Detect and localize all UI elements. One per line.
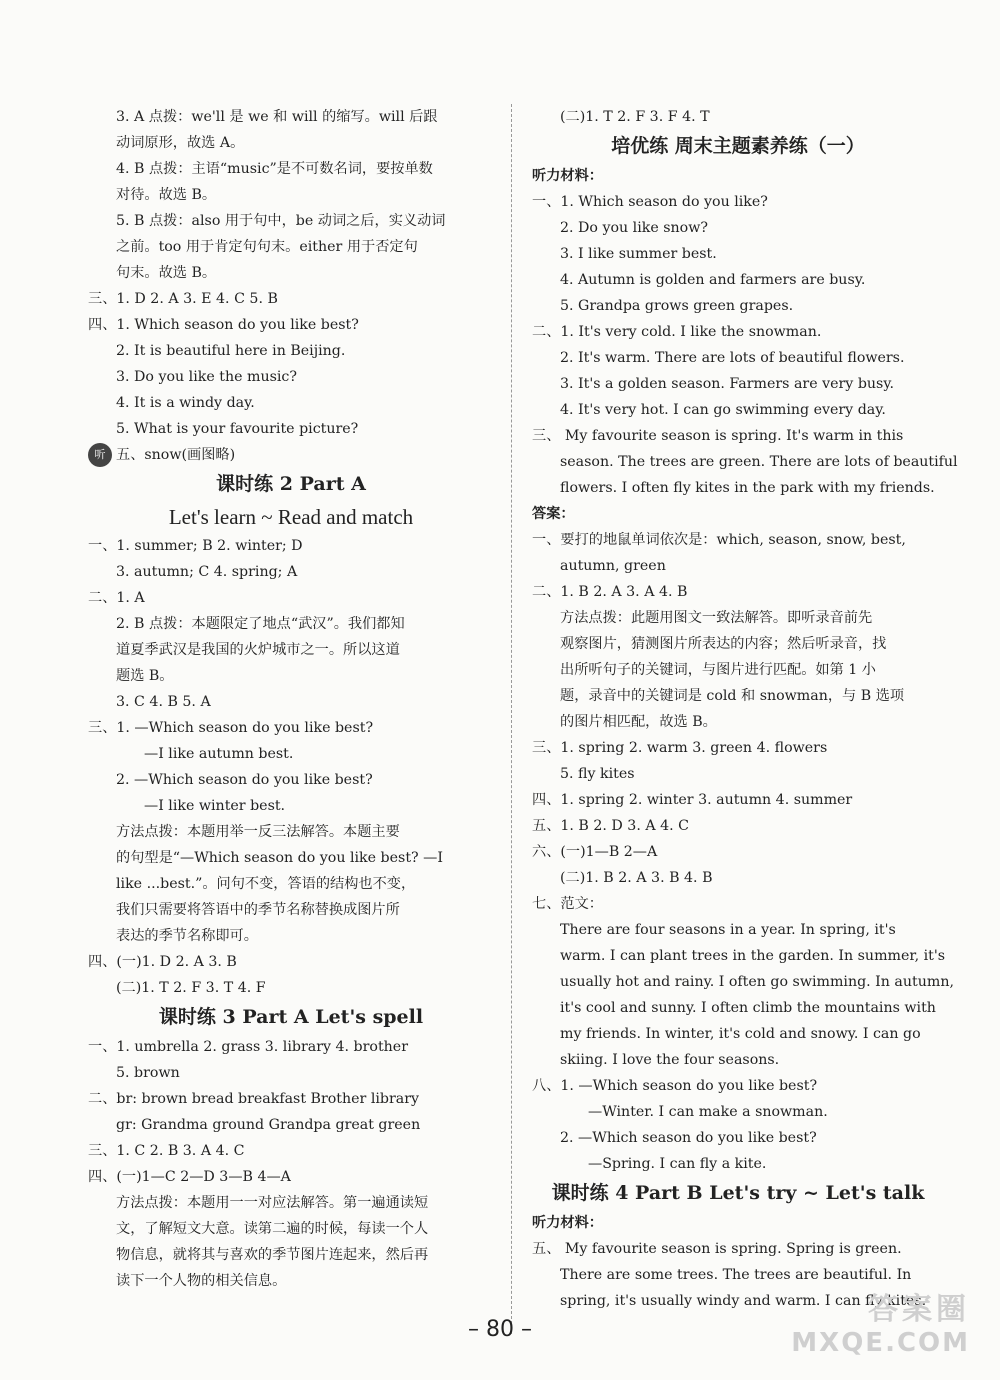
line-text: 三、 My favourite season is spring. It's warm in this: [532, 428, 904, 444]
line-text: 三、1. D 2. A 3. E 4. C 5. B: [88, 291, 278, 307]
watermark-line2: MXQE.COM: [791, 1328, 970, 1358]
text-line: [88, 1164, 494, 1190]
text-line: [532, 631, 944, 657]
line-text: There are four seasons in a year. In spring, it's: [560, 922, 896, 938]
text-line: [532, 1151, 944, 1177]
text-line: [88, 793, 494, 819]
line-text: 5. fly kites: [560, 766, 635, 782]
line-text: 表达的季节名称即可。: [116, 928, 258, 944]
left-column: [88, 104, 494, 1294]
line-text: 2. B 点拨：本题限定了地点“武汉”。我们都知: [116, 616, 405, 632]
line-text: 三、1. C 2. B 3. A 4. C: [88, 1143, 245, 1159]
line-text: 文，了解短文大意。读第二遍的时候，每读一个人: [116, 1221, 429, 1237]
line-text: 方法点拨：此题用图文一致法解答。即听录音前先: [560, 610, 873, 626]
line-text: 八、1. —Which season do you like best?: [532, 1078, 818, 1094]
text-line: [532, 917, 944, 943]
text-line: [532, 319, 944, 345]
line-text: warm. I can plant trees in the garden. In summer, it's: [560, 948, 946, 964]
line-text: 的句型是“—Which season do you like best? —I: [116, 850, 443, 866]
line-text: 5. B 点拨：also 用于句中，be 动词之后，实义动词: [116, 213, 446, 229]
line-text: 读下一个人物的相关信息。: [116, 1273, 287, 1289]
text-line: [532, 1125, 944, 1151]
line-text: 道夏季武汉是我国的火炉城市之一。所以这道: [116, 642, 400, 658]
line-text: 2. It's warm. There are lots of beautiful flowers.: [560, 350, 905, 366]
text-line: [532, 605, 944, 631]
line-text: 四、(一)1. D 2. A 3. B: [88, 954, 237, 970]
text-line: [88, 897, 494, 923]
line-text: 4. Autumn is golden and farmers are busy.: [560, 272, 866, 288]
text-line: [88, 819, 494, 845]
line-text: 三、1. spring 2. warm 3. green 4. flowers: [532, 740, 828, 756]
text-line: [532, 1073, 944, 1099]
text-line: [532, 553, 944, 579]
line-text: 2. —Which season do you like best?: [116, 772, 373, 788]
line-text: 七、范文：: [532, 896, 603, 912]
text-line: [88, 715, 494, 741]
text-line: [532, 501, 944, 527]
line-text: 出所听句子的关键词，与图片进行匹配。如第 1 小: [560, 662, 876, 678]
line-text: 二、br: brown bread breakfast Brother library: [88, 1091, 420, 1107]
line-text: 方法点拨：本题用举一反三法解答。本题主要: [116, 824, 400, 840]
text-line: [88, 637, 494, 663]
text-line: [88, 1242, 494, 1268]
listen-icon: 听: [88, 443, 112, 467]
line-text: —I like winter best.: [144, 798, 286, 814]
line-text: usually hot and rainy. I often go swimming. In autumn,: [560, 974, 954, 990]
text-line: [88, 611, 494, 637]
line-text: 四、(一)1—C 2—D 3—B 4—A: [88, 1169, 291, 1185]
text-line: [88, 533, 494, 559]
section-heading: [88, 1001, 494, 1034]
text-line: [88, 1034, 494, 1060]
line-text: (二)1. T 2. F 3. T 4. F: [116, 980, 266, 996]
text-line: [532, 293, 944, 319]
line-text: 4. It is a windy day.: [116, 395, 255, 411]
line-text: 五、1. B 2. D 3. A 4. C: [532, 818, 689, 834]
text-line: [532, 1047, 944, 1073]
line-text: gr: Grandma ground Grandpa great green: [116, 1117, 421, 1133]
line-text: (二)1. T 2. F 3. F 4. T: [560, 109, 710, 125]
text-line: [532, 345, 944, 371]
line-text: 物信息，就将其与喜欢的季节图片连起来，然后再: [116, 1247, 429, 1263]
text-line: [88, 767, 494, 793]
section-heading: [532, 1177, 944, 1210]
line-text: skiing. I love the four seasons.: [560, 1052, 780, 1068]
text-line: [532, 189, 944, 215]
line-text: 2. Do you like snow?: [560, 220, 708, 236]
line-text: 4. It's very hot. I can go swimming every day.: [560, 402, 886, 418]
line-text: 一、1. summer; B 2. winter; D: [88, 538, 303, 554]
text-line: [88, 923, 494, 949]
text-line: [88, 663, 494, 689]
line-text: season. The trees are green. There are lots of beautiful: [560, 454, 958, 470]
line-text: 一、1. umbrella 2. grass 3. library 4. brother: [88, 1039, 408, 1055]
text-line: [88, 312, 494, 338]
text-line: [532, 241, 944, 267]
text-line: [532, 1099, 944, 1125]
line-text: 四、1. Which season do you like best?: [88, 317, 359, 333]
line-text: 六、(一)1—B 2—A: [532, 844, 658, 860]
line-text: 一、要打的地鼠单词依次是：which, season, snow, best,: [532, 532, 906, 548]
text-line: [532, 267, 944, 293]
page-number: – 80 –: [468, 1317, 532, 1342]
line-text: spring, it's usually windy and warm. I can fly kites.: [560, 1293, 927, 1309]
line-text: 一、1. Which season do you like?: [532, 194, 768, 210]
text-line: [532, 163, 944, 189]
text-line: [532, 423, 944, 449]
text-line: [532, 735, 944, 761]
text-line: [88, 1060, 494, 1086]
text-line: [88, 585, 494, 611]
watermark: [791, 1284, 970, 1358]
line-text: 四、1. spring 2. winter 3. autumn 4. summer: [532, 792, 853, 808]
line-text: There are some trees. The trees are beautiful. In: [560, 1267, 912, 1283]
line-text: 五、 My favourite season is spring. Spring is green.: [532, 1241, 902, 1257]
line-text: (二)1. B 2. A 3. B 4. B: [560, 870, 713, 886]
text-line: [88, 442, 494, 468]
text-line: [532, 761, 944, 787]
line-text: 二、1. B 2. A 3. A 4. B: [532, 584, 688, 600]
line-text: 我们只需要将答语中的季节名称替换成图片所: [116, 902, 400, 918]
line-text: 3. A 点拨：we'll 是 we 和 will 的缩写。will 后跟: [116, 109, 438, 125]
text-line: [88, 1216, 494, 1242]
text-line: [532, 579, 944, 605]
text-line: [532, 969, 954, 995]
line-text: 听力材料：: [532, 168, 603, 184]
text-line: [88, 130, 494, 156]
text-line: [532, 839, 944, 865]
text-line: [88, 260, 494, 286]
line-text: 的图片相匹配，故选 B。: [560, 714, 717, 730]
text-line: [532, 709, 944, 735]
line-text: 三、1. —Which season do you like best?: [88, 720, 374, 736]
text-line: [88, 689, 494, 715]
text-line: [532, 813, 944, 839]
text-line: [88, 741, 494, 767]
line-text: 3. I like summer best.: [560, 246, 717, 262]
text-line: [88, 104, 494, 130]
line-text: —Winter. I can make a snowman.: [588, 1104, 828, 1120]
text-line: [88, 338, 494, 364]
text-line: [88, 390, 494, 416]
text-line: [532, 475, 944, 501]
line-text: 二、1. A: [88, 590, 145, 606]
text-line: [88, 1086, 494, 1112]
column-divider: [511, 104, 512, 1334]
line-text: 课时练 3 Part A Let's spell: [158, 1006, 424, 1028]
text-line: [88, 845, 494, 871]
line-text: 动词原形，故选 A。: [116, 135, 245, 151]
text-line: [532, 865, 944, 891]
line-text: 课时练 2 Part A: [216, 473, 366, 495]
text-line: [532, 527, 944, 553]
text-line: [88, 949, 494, 975]
line-text: —Spring. I can fly a kite.: [588, 1156, 767, 1172]
line-text: Let's learn ~ Read and match: [168, 505, 414, 529]
line-text: 5. What is your favourite picture?: [116, 421, 359, 437]
text-line: [88, 182, 494, 208]
text-line: [88, 156, 494, 182]
line-text: 4. B 点拨：主语“music”是不可数名词，要按单数: [116, 161, 433, 177]
text-line: [88, 871, 494, 897]
text-line: [88, 559, 494, 585]
line-text: 听力材料：: [532, 1215, 603, 1231]
text-line: [88, 364, 494, 390]
text-line: [532, 657, 944, 683]
line-text: 之前。too 用于肯定句句末。either 用于否定句: [116, 239, 418, 255]
line-text: 5. brown: [116, 1065, 180, 1081]
section-heading: [532, 130, 944, 163]
text-line: [532, 943, 944, 969]
text-line: [88, 975, 494, 1001]
text-line: [88, 1190, 494, 1216]
text-line: [88, 234, 494, 260]
section-heading: [88, 468, 494, 501]
text-line: [88, 416, 494, 442]
line-text: it's cool and sunny. I often climb the mountains with: [560, 1000, 936, 1016]
line-text: 观察图片，猜测图片所表达的内容；然后听录音，找: [560, 636, 887, 652]
line-text: —I like autumn best.: [144, 746, 294, 762]
line-text: 3. autumn; C 4. spring; A: [116, 564, 298, 580]
text-line: [532, 449, 958, 475]
line-text: 对待。故选 B。: [116, 187, 217, 203]
line-text: 题选 B。: [116, 668, 174, 684]
line-text: 2. It is beautiful here in Beijing.: [116, 343, 346, 359]
text-line: [532, 1210, 944, 1236]
text-line: [88, 286, 494, 312]
line-text: 2. —Which season do you like best?: [560, 1130, 817, 1146]
line-text: like ...best.”。问句不变，答语的结构也不变，: [116, 876, 416, 892]
line-text: flowers. I often fly kites in the park with my friends.: [560, 480, 935, 496]
line-text: 3. It's a golden season. Farmers are very busy.: [560, 376, 894, 392]
text-line: [532, 683, 944, 709]
line-text: 二、1. It's very cold. I like the snowman.: [532, 324, 822, 340]
text-line: [88, 1268, 494, 1294]
text-line: [88, 208, 494, 234]
line-text: 五、snow(画图略): [116, 447, 236, 463]
line-text: 答案：: [532, 506, 575, 522]
line-text: autumn, green: [560, 558, 666, 574]
line-text: 3. C 4. B 5. A: [116, 694, 211, 710]
text-line: [532, 1021, 944, 1047]
text-line: [532, 995, 944, 1021]
line-text: 培优练 周末主题素养练（一）: [611, 135, 865, 157]
line-text: my friends. In winter, it's cold and snowy. I can go: [560, 1026, 921, 1042]
text-line: [532, 787, 944, 813]
text-line: [88, 1112, 494, 1138]
text-line: [532, 371, 944, 397]
text-line: [532, 1236, 944, 1262]
line-text: 3. Do you like the music?: [116, 369, 297, 385]
text-line: [532, 891, 944, 917]
line-text: 方法点拨：本题用一一对应法解答。第一遍通读短: [116, 1195, 429, 1211]
line-text: 题，录音中的关键词是 cold 和 snowman，与 B 选项: [560, 688, 905, 704]
text-line: [532, 104, 944, 130]
section-subheading: [88, 501, 494, 533]
text-line: [532, 397, 944, 423]
watermark-line1: 答案圈: [868, 1292, 970, 1327]
text-line: [88, 1138, 494, 1164]
line-text: 课时练 4 Part B Let's try ~ Let's talk: [551, 1182, 925, 1204]
line-text: 5. Grandpa grows green grapes.: [560, 298, 794, 314]
line-text: 句末。故选 B。: [116, 265, 217, 281]
text-line: [532, 215, 944, 241]
